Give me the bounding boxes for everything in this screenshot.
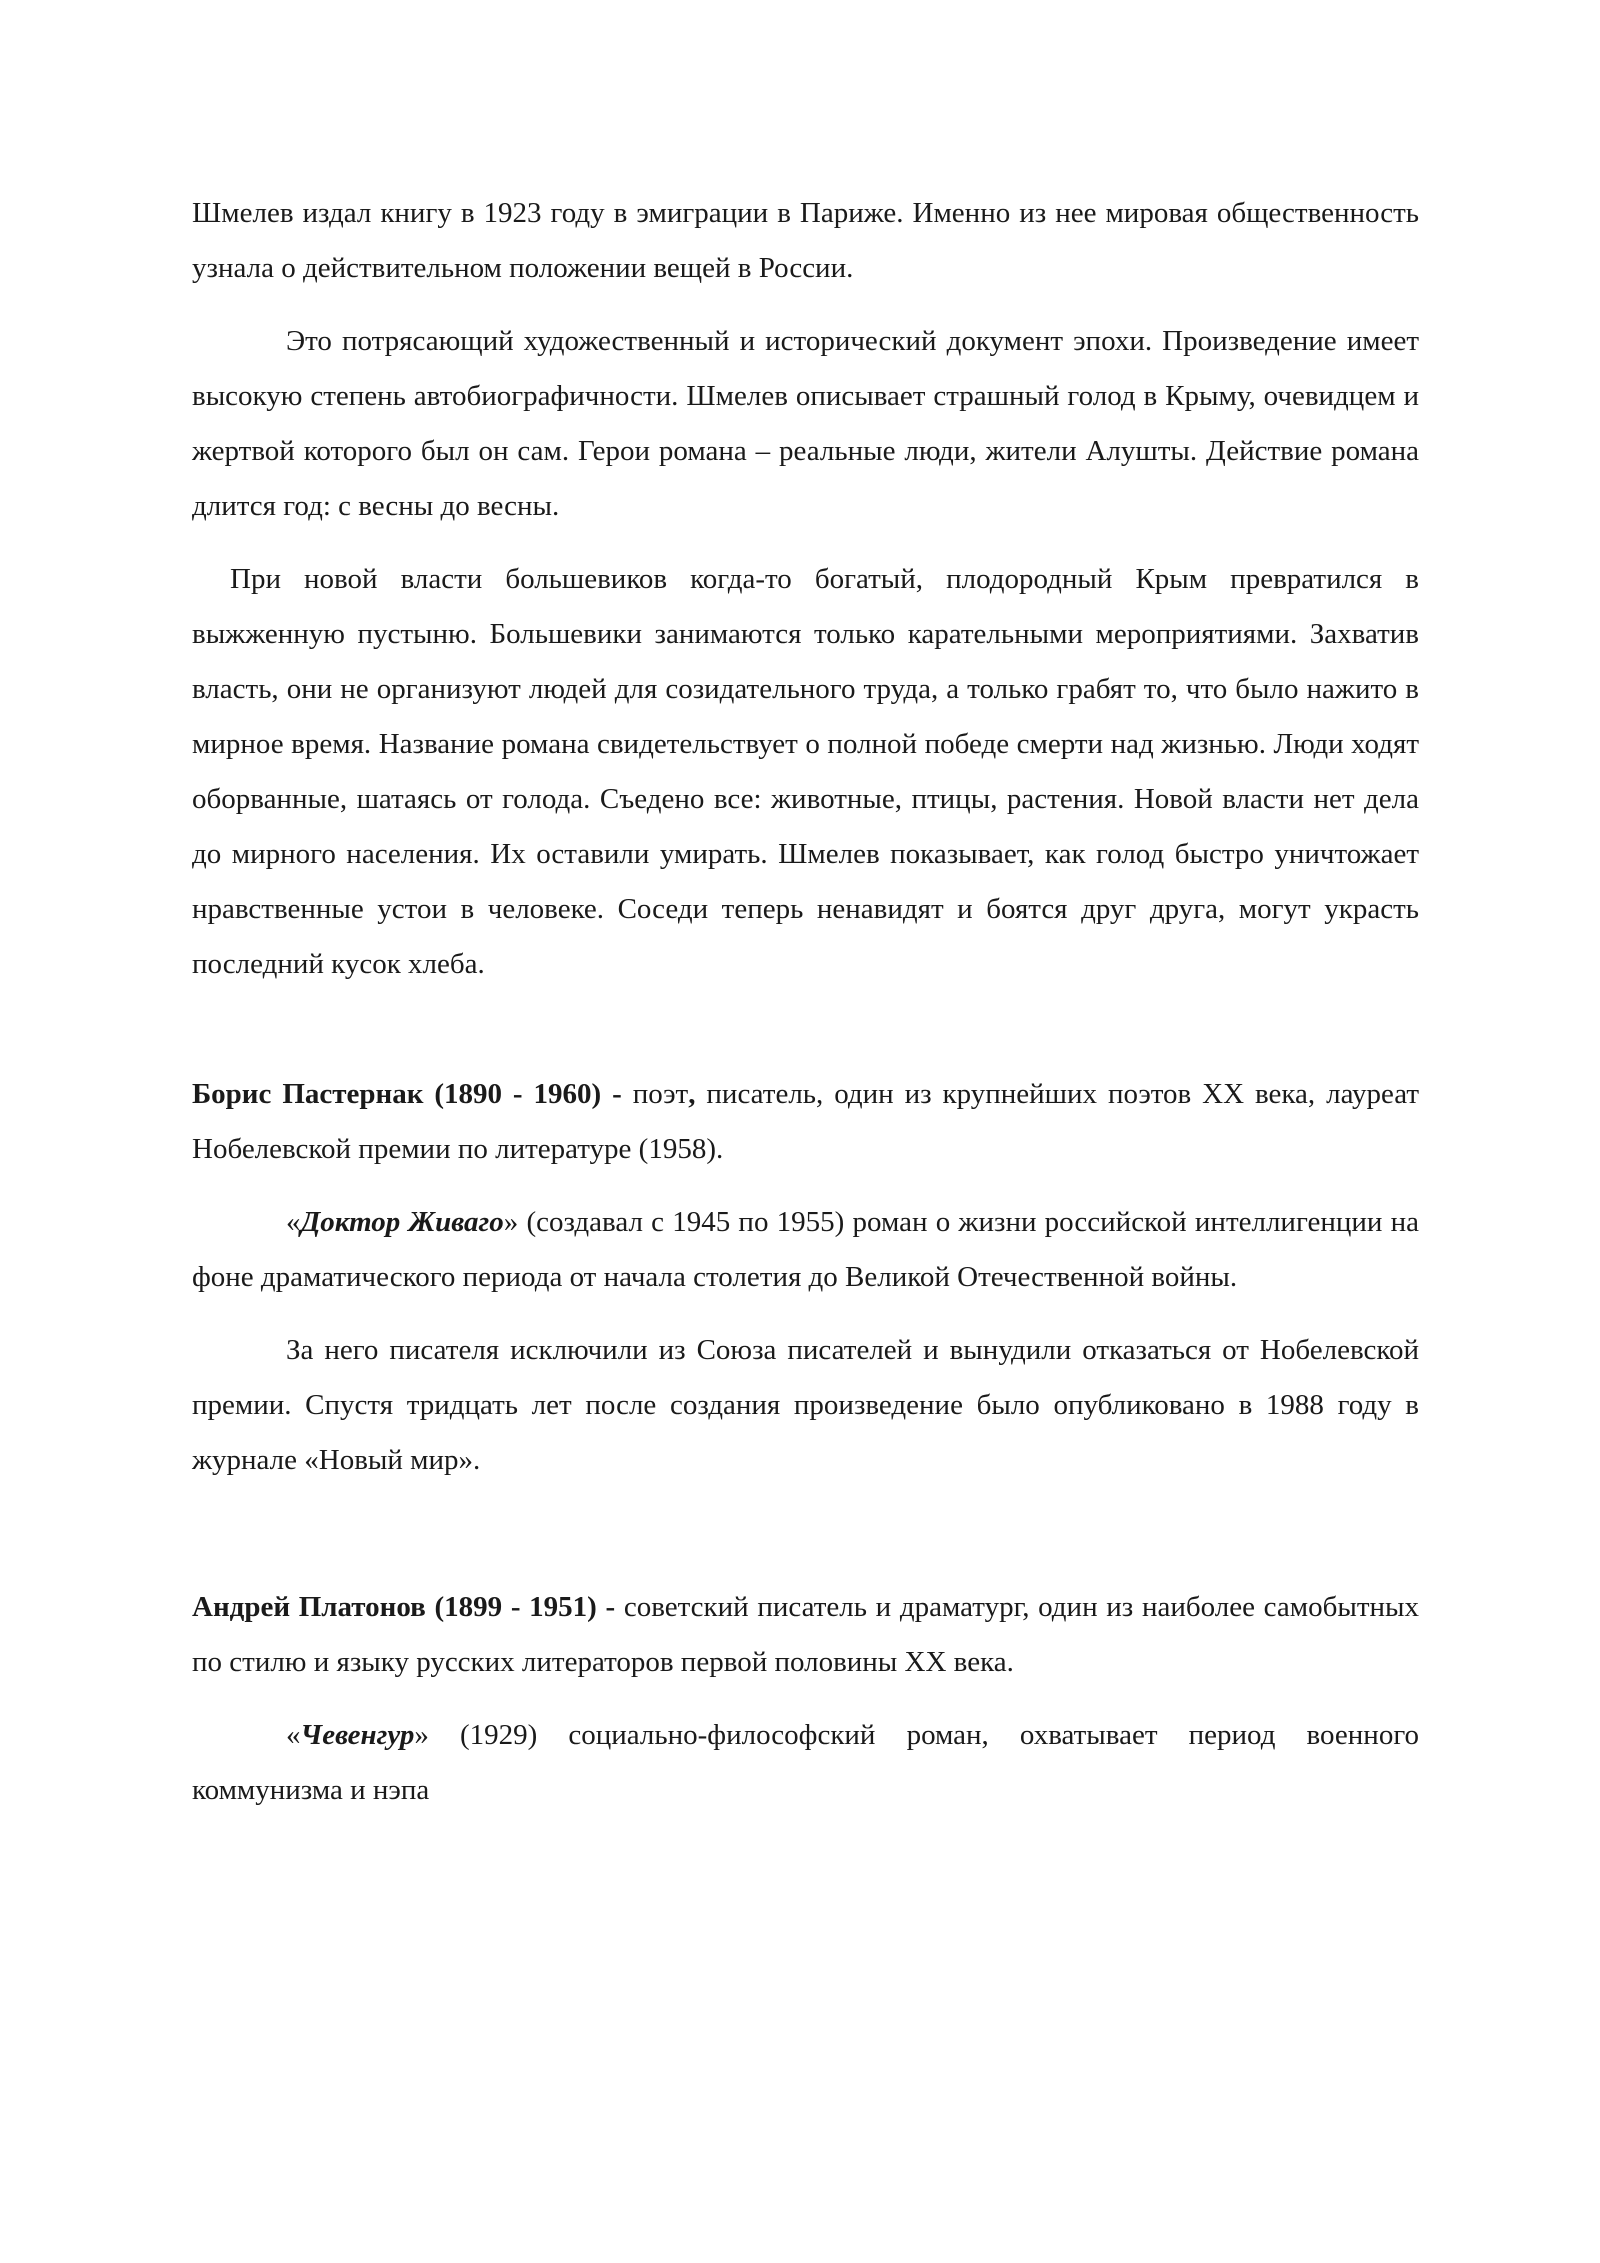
- paragraph-shmelev-publication: [192, 186, 1419, 296]
- paragraph-text: писатель, один из крупнейших поэтов XX века, лауреат Нобелевской премии по литературе (1958).: [192, 1078, 1419, 1165]
- paragraph-chevengur: [192, 1708, 1419, 1818]
- paragraph-shmelev-document: [192, 314, 1419, 534]
- paragraph-text: » (1929) социально-философский роман, охватывает период военного коммунизма и нэпа: [192, 1719, 1419, 1806]
- paragraph-pasternak-expulsion: [192, 1323, 1419, 1488]
- work-title-chevengur: Чевенгур: [300, 1719, 415, 1751]
- author-name-pasternak: Борис Пастернак (1890 - 1960) -: [192, 1078, 622, 1110]
- paragraph-text: При новой власти большевиков когда-то богатый, плодородный Крым превратился в выжженную пустыню. Большевики занимаются только карательными мероприятиями. Захватив власть, они не организуют людей для созидательного труда, а только грабят то, что было нажито в мирное время. Название романа свидетельствует о полной победе смерти над жизнью. Люди ходят оборванные, шатаясь от голода. Съедено все: животные, птицы, растения. Новой власти нет дела до мирного населения. Их оставили умирать. Шмелев показывает, как голод быстро уничтожает нравственные устои в человеке. Соседи теперь ненавидят и боятся друг друга, могут украсть последний кусок хлеба.: [192, 563, 1419, 980]
- paragraph-platonov-bio: [192, 1580, 1419, 1690]
- paragraph-text: » (создавал с 1945 по 1955) роман о жизни российской интеллигенции на фоне драматического периода от начала столетия до Великой Отечественной войны.: [192, 1206, 1420, 1293]
- document-body: [192, 186, 1419, 1836]
- paragraph-text: Шмелев издал книгу в 1923 году в эмиграции в Париже. Именно из нее мировая общественность узнала о действительном положении вещей в России.: [192, 197, 1419, 284]
- author-name-platonov: Андрей Платонов (1899 - 1951) -: [192, 1591, 616, 1623]
- paragraph-doctor-zhivago: [192, 1195, 1419, 1305]
- paragraph-text: советский писатель и драматург, один из наиболее самобытных по стилю и языку русских литераторов первой половины XX века.: [192, 1591, 1419, 1678]
- quote-mark: «: [286, 1719, 301, 1751]
- paragraph-text: поэт: [621, 1078, 689, 1110]
- paragraph-shmelev-crimea: [192, 552, 1419, 992]
- paragraph-text: Это потрясающий художественный и исторический документ эпохи. Произведение имеет высокую степень автобиографичности. Шмелев описывает страшный голод в Крыму, очевидцем и жертвой которого был он сам. Герои романа – реальные люди, жители Алушты. Действие романа длится год: с весны до весны.: [192, 325, 1419, 522]
- work-title-doctor-zhivago: Доктор Живаго: [300, 1206, 504, 1238]
- quote-mark: «: [286, 1206, 301, 1238]
- paragraph-pasternak-bio: [192, 1067, 1419, 1177]
- paragraph-text: За него писателя исключили из Союза писателей и вынудили отказаться от Нобелевской премии. Спустя тридцать лет после создания произведение было опубликовано в 1988 году в журнале «Новый мир».: [192, 1334, 1419, 1476]
- bold-comma: ,: [688, 1078, 696, 1110]
